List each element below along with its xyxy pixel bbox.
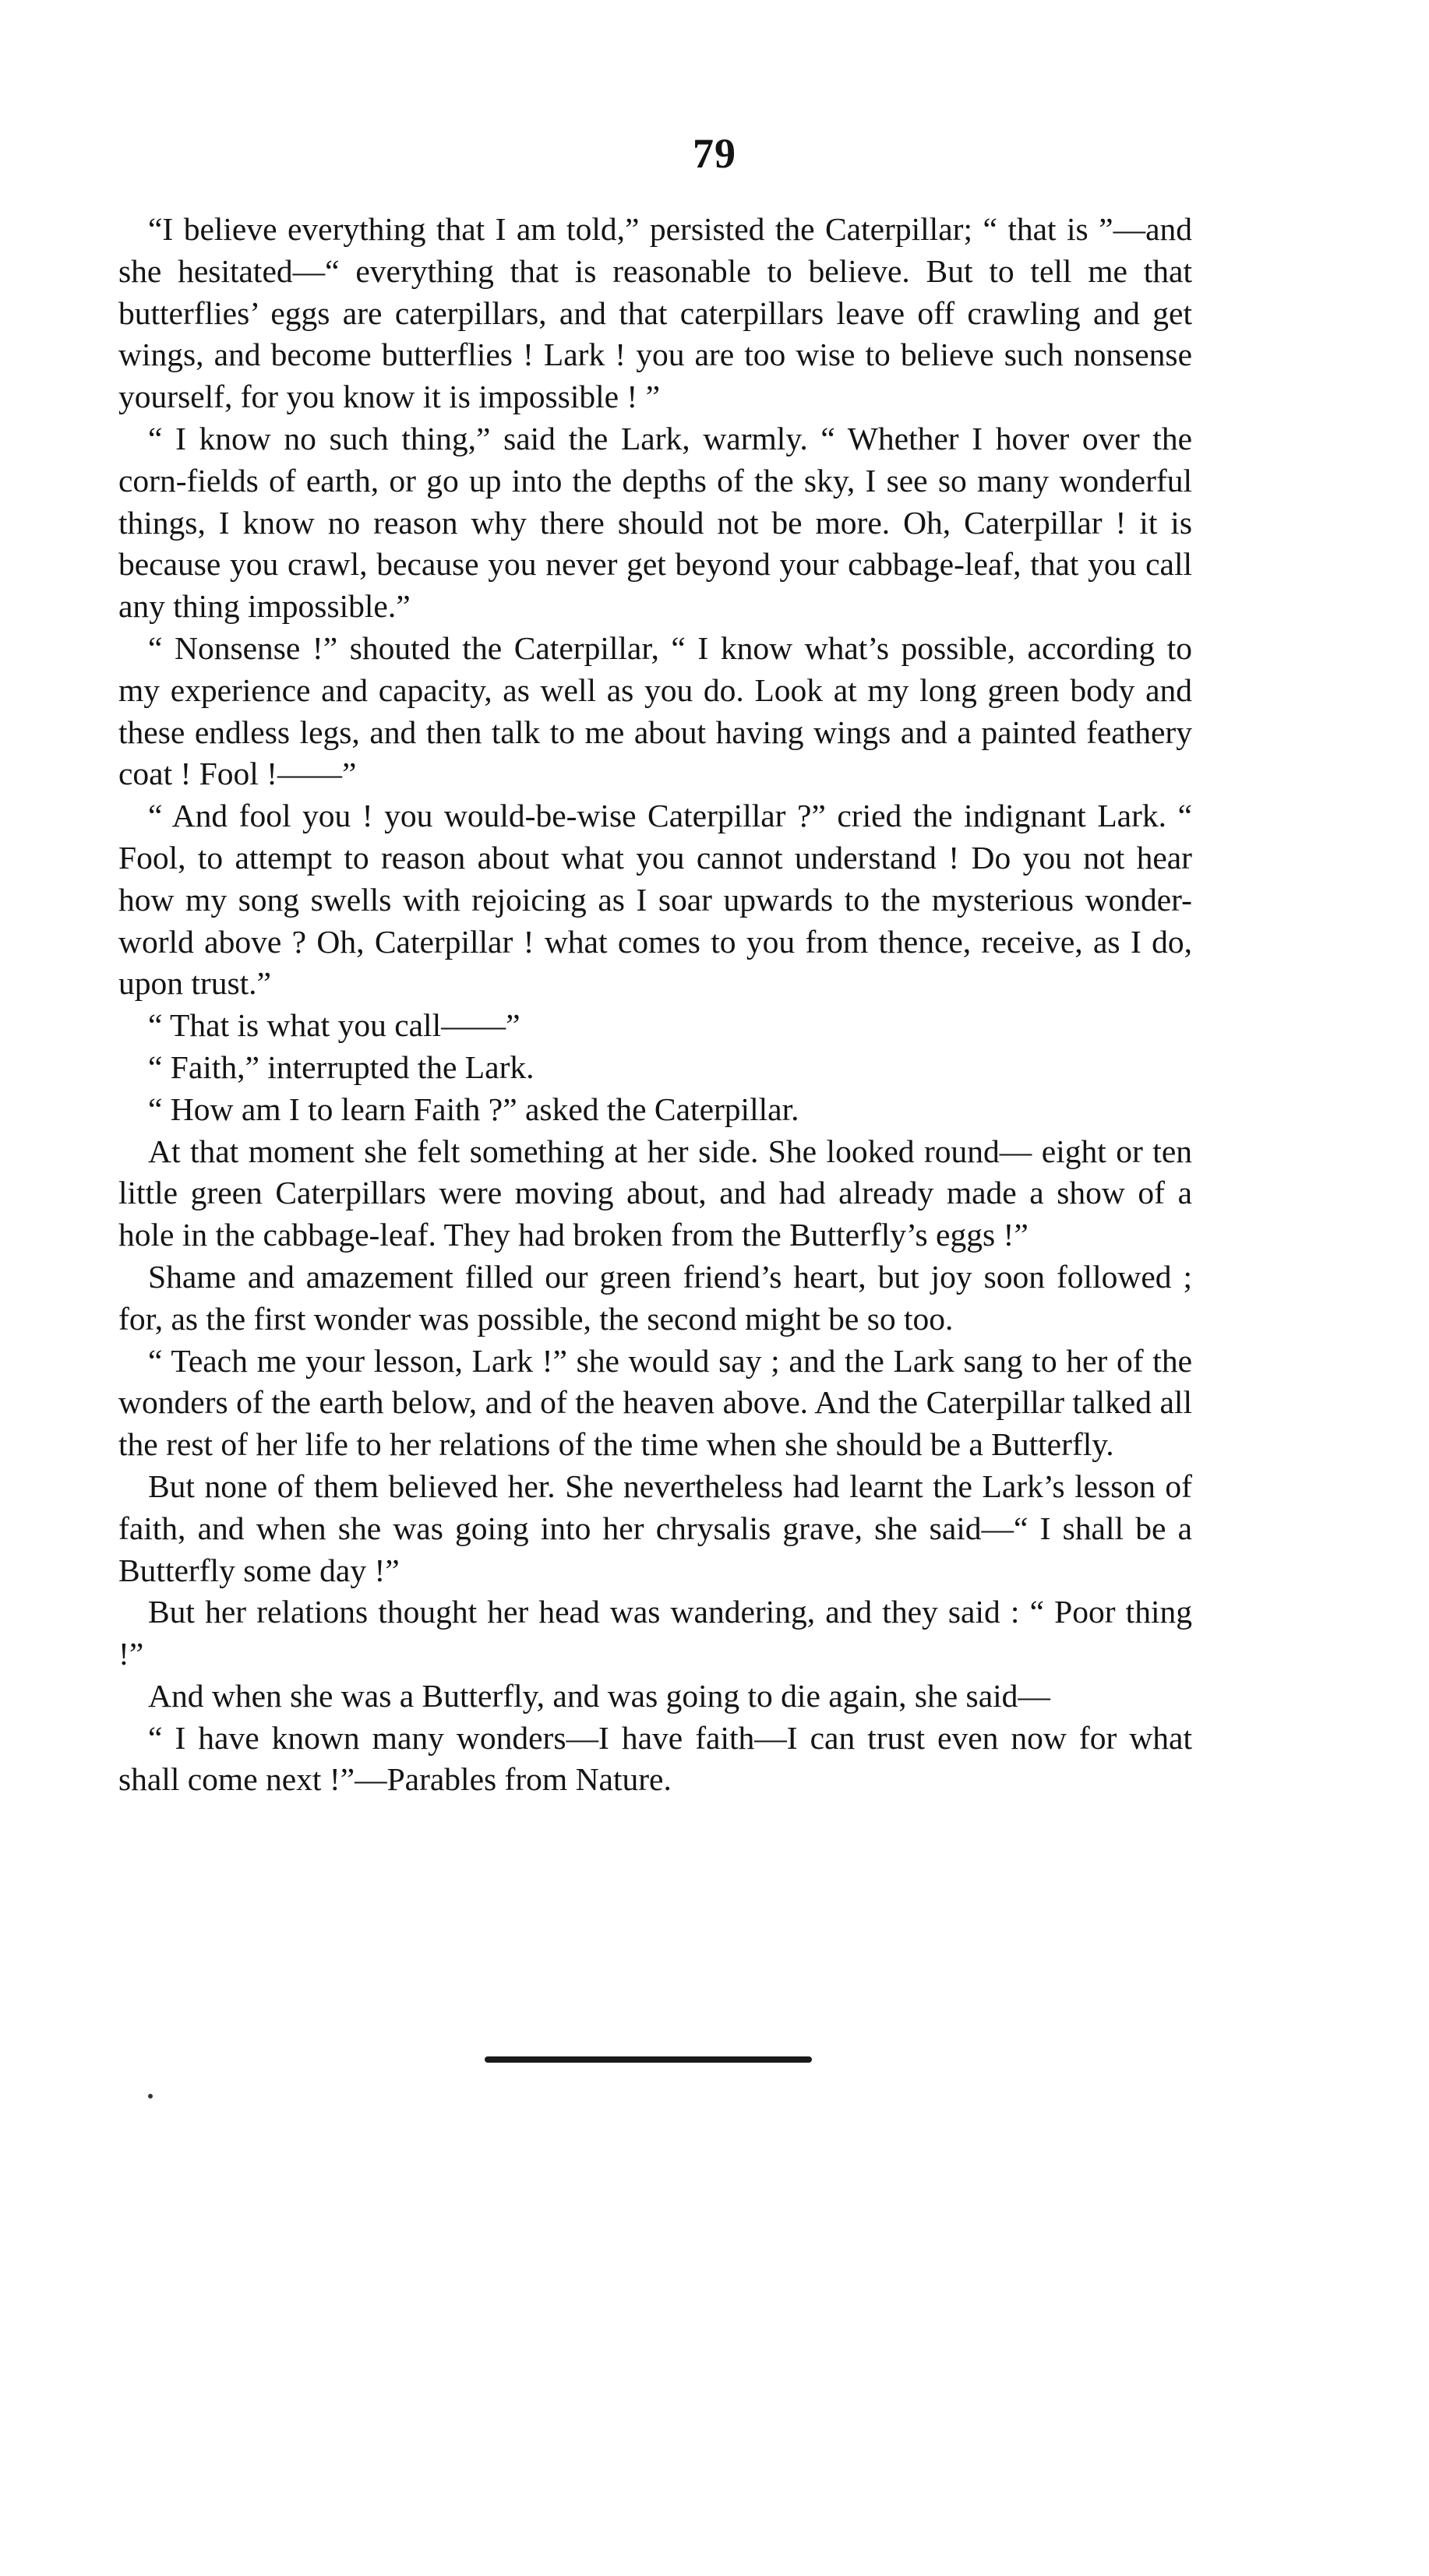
paragraph: “ That is what you call——” (148, 1007, 520, 1044)
paragraph: Shame and amazement filled our green friend’s heart, but joy soon followed ; for, as the first wonder was possible, the second might be so too. (118, 1258, 1192, 1337)
paragraph: At that moment she felt something at her side. She looked round— eight or ten little green Caterpillars were moving about, and had already made a show of a hole in the cabbage-leaf. They had broken from the Butterfly’s eggs !” (118, 1133, 1192, 1253)
paragraph: “ I have known many wonders—I have faith—I can trust even now for what shall come next !”—Parables from Nature. (118, 1719, 1192, 1798)
paragraph: “ Teach me your lesson, Lark !” she would say ; and the Lark sang to her of the wonders of the earth below, and of the heaven above. And the Caterpillar talked all the rest of her life to her relations of the time when she should be a Butterfly. (118, 1342, 1192, 1463)
end-rule (485, 2056, 812, 2063)
page-number: 79 (693, 130, 736, 177)
paragraph: “ I know no such thing,” said the Lark, warmly. “ Whether I hover over the corn-fields of earth, or go up into the depths of the sky, I see so many wonderful things, I know no reason why there should not be more. Oh, Caterpillar ! it is because you crawl, because you never get beyond your cabbage-leaf, that you call any thing impossible.” (118, 420, 1192, 625)
paragraph: But none of them believed her. She nevertheless had learnt the Lark’s lesson of faith, and when she was going into her chrysalis grave, she said—“ I shall be a Butterfly some day !” (118, 1468, 1192, 1588)
print-speck (148, 2094, 153, 2099)
paragraph: “I believe everything that I am told,” persisted the Caterpillar; “ that is ”—and she hesitated—“ everything that is reasonable to believe. But to tell me that butterflies’ eggs are caterpillars, and that caterpillars leave off crawling and get wings, and become butterflies ! Lark ! you are too wise to believe such nonsense yourself, for you know it is impossible ! ” (118, 211, 1192, 415)
paragraph: “ And fool you ! you would-be-wise Caterpillar ?” cried the indignant Lark. “ Fool, to attempt to reason about what you cannot understand ! Do you not hear how my song swells with rejoicing as I soar upwards to the mysterious wonder-world above ? Oh, Caterpillar ! what comes to you from thence, receive, as I do, upon trust.” (118, 798, 1192, 1002)
paragraph: But her relations thought her head was wandering, and they said : “ Poor thing !” (118, 1594, 1192, 1672)
body-text (118, 209, 1192, 1801)
paragraph: “ Faith,” interrupted the Lark. (148, 1048, 535, 1085)
paragraph: “ How am I to learn Faith ?” asked the Caterpillar. (148, 1091, 799, 1127)
paragraph: And when she was a Butterfly, and was going to die again, she said— (148, 1677, 1050, 1714)
paragraph: “ Nonsense !” shouted the Caterpillar, “ I know what’s possible, according to my experience and capacity, as well as you do. Look at my long green body and these endless legs, and then talk to me about having wings and a painted feathery coat ! Fool !——” (118, 629, 1192, 792)
